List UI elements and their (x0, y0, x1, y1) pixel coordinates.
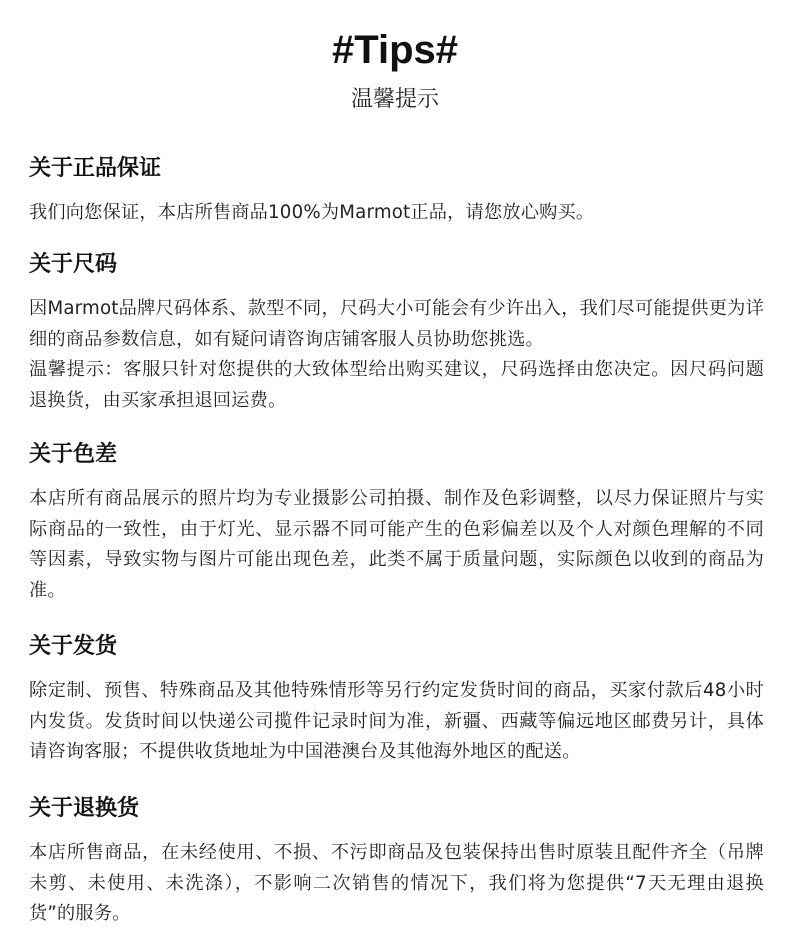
section-body (29, 838, 764, 930)
section-heading: 关于发货 (29, 634, 118, 659)
section-sizing (29, 250, 764, 416)
section-body (29, 484, 764, 606)
section-body (29, 198, 764, 229)
section-body (29, 676, 764, 768)
page-subtitle: 温馨提示 (350, 87, 439, 112)
section-body (29, 294, 764, 416)
section-paragraph: 除定制、预售、特殊商品及其他特殊情形等另行约定发货时间的商品，买家付款后48小时内发货。发货时间以快递公司揽件记录时间为准，新疆、西藏等偏远地区邮费另计，具体请咨询客服；不提供收货地址为中国港澳台及其他海外地区的配送。 (29, 680, 764, 762)
section-paragraph: 温馨提示：客服只针对您提供的大致体型给出购买建议，尺码选择由您决定。因尺码问题退换货，由买家承担退回运费。 (29, 359, 764, 411)
section-heading: 关于尺码 (29, 252, 118, 277)
section-heading: 关于正品保证 (29, 156, 162, 181)
section-paragraph: 因Marmot品牌尺码体系、款型不同，尺码大小可能会有少许出入，我们尽可能提供更为详细的商品参数信息，如有疑问请咨询店铺客服人员协助您挑选。 (29, 298, 764, 350)
section-heading: 关于退换货 (29, 796, 140, 821)
page-title: #Tips# (332, 28, 458, 72)
section-paragraph: 本店所有商品展示的照片均为专业摄影公司拍摄、制作及色彩调整，以尽力保证照片与实际商品的一致性，由于灯光、显示器不同可能产生的色彩偏差以及个人对颜色理解的不同等因素，导致实物与图片可能出现色差，此类不属于质量问题，实际颜色以收到的商品为准。 (29, 488, 764, 601)
section-paragraph: 我们向您保证，本店所售商品100%为Marmot正品，请您放心购买。 (29, 202, 595, 223)
section-color-difference (29, 440, 764, 606)
section-authenticity (29, 154, 764, 229)
section-shipping (29, 632, 764, 768)
section-heading: 关于色差 (29, 442, 118, 467)
section-returns (29, 794, 764, 930)
section-paragraph: 本店所售商品，在未经使用、不损、不污即商品及包装保持出售时原装且配件齐全（吊牌未剪、未使用、未洗涤），不影响二次销售的情况下，我们将为您提供“7天无理由退换货”的服务。 (29, 842, 764, 924)
